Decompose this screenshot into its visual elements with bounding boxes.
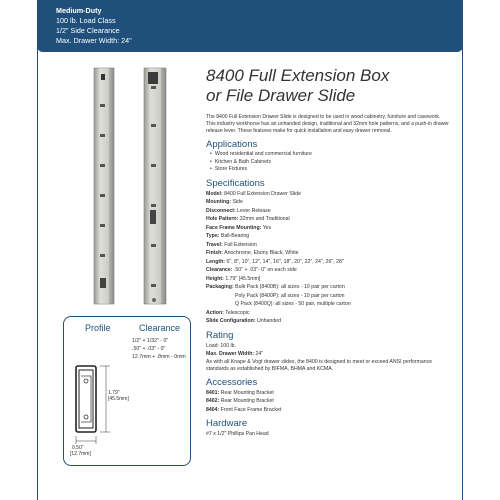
spec-row (206, 317, 456, 326)
header-clearance: 1/2" Side Clearance (56, 26, 120, 35)
accessory-item (206, 397, 456, 406)
spec-label: Model: (206, 190, 223, 197)
spec-value: Telescopic (225, 309, 250, 316)
width-dimension-mm: [12.7mm] (70, 451, 91, 457)
spec-label: Type: (206, 233, 220, 239)
specifications-heading: Specifications (206, 177, 265, 189)
spec-value: Q Pack (8400Q): all sizes - 50 pair, multiple carton (235, 301, 351, 307)
clearance-title: Clearance (139, 323, 181, 333)
accessory-text: Front Face Frame Bracket (220, 406, 282, 413)
spec-row (206, 292, 456, 301)
spec-row (206, 266, 456, 275)
height-dimension-mm: [45.5mm] (108, 396, 129, 402)
spec-row (206, 249, 456, 258)
product-title-line1: 8400 Full Extension Box (206, 66, 390, 85)
application-item: • Store Fixtures (206, 166, 456, 174)
spec-row (206, 300, 456, 309)
header-load-class: 100 lb. Load Class (56, 16, 116, 25)
spec-row (206, 207, 456, 216)
spec-value: Full Extension (224, 241, 257, 248)
spec-value: Anochrome, Ebony Black, White (224, 250, 299, 256)
application-item: • Wood residential and commercial furniture (206, 151, 456, 159)
spec-row (206, 258, 456, 267)
spec-value: Poly Pack (8400P): all sizes - 10 pair per carton (235, 292, 345, 299)
spec-row (206, 190, 456, 199)
product-details (206, 66, 456, 439)
header-specs (56, 6, 132, 46)
header-duty: Medium-Duty (56, 6, 102, 15)
profile-title: Profile (85, 323, 111, 333)
spec-label: Hole Pattern: (206, 216, 239, 222)
accessory-text: Rear Mounting Bracket (220, 389, 274, 396)
rating-max-value: 24" (255, 351, 264, 357)
rating-load: Load: 100 lb. (206, 342, 236, 349)
spec-value: .50" + .03"- 0" on each side (233, 267, 297, 273)
spec-label: Finish: (206, 250, 224, 256)
height-dimension: 1.79" (108, 390, 120, 396)
header-max-width: Max. Drawer Width: 24" (56, 36, 132, 45)
hardware-text: #7 x 1/2" Phillips Pan Head (206, 431, 269, 437)
accessory-text: Rear Mounting Bracket (220, 398, 274, 404)
rating-heading: Rating (206, 329, 234, 341)
clearance-fraction: 1/2" + 1/32" - 0" (132, 338, 169, 344)
spec-row (206, 275, 456, 284)
spec-label: Mounting: (206, 199, 232, 205)
spec-label: Action: (206, 309, 224, 316)
accessories-heading: Accessories (206, 376, 258, 388)
rating-note: As with all Knape & Vogt drawer slides, the 8400 is designed to meet or exceed ANSI performance standards as established by BIFMA, BHMA and KCMA. (206, 358, 433, 372)
accessory-code: 8402: (206, 398, 220, 404)
spec-row (206, 215, 456, 224)
spec-row (206, 309, 456, 318)
application-item: • Kitchen & Bath Cabinets (206, 159, 456, 167)
slide-profile-drawing (66, 336, 190, 464)
spec-label: Face Frame Mounting: (206, 224, 262, 231)
spec-row (206, 224, 456, 233)
hardware-heading: Hardware (206, 418, 248, 429)
spec-label: Length: (206, 258, 226, 265)
accessory-item (206, 406, 456, 415)
spec-label: Disconnect: (206, 207, 236, 214)
accessory-item (206, 389, 456, 398)
spec-label: Slide Configuration: (206, 318, 256, 324)
spec-label: Clearance: (206, 267, 233, 273)
product-title-line2: or File Drawer Slide (206, 86, 356, 105)
spec-value: Unhanded (257, 318, 281, 324)
width-dimension: 0.50" (72, 445, 84, 451)
spec-row (206, 232, 456, 241)
spec-row (206, 283, 456, 292)
spec-value: 32mm and Traditional (239, 216, 290, 222)
clearance-metric: 12.7mm + .8mm - 0mm (132, 354, 186, 360)
rating-max-width (206, 350, 456, 359)
spec-value: Side (232, 199, 243, 205)
product-intro: The 8400 Full Extension Drawer Slide is designed to be used in wood cabinetry, furniture and casework. This industry workhorse has an unhanded design, traditional and 32mm hole patterns, and a push-in drawer release lever. These features make for quick installation and easy drawer removal. (206, 114, 449, 134)
spec-row (206, 198, 456, 207)
spec-label: Packaging: (206, 284, 234, 290)
rating-max-label: Max. Drawer Width: (206, 351, 255, 357)
spec-value: Bulk Pack (8400B): all sizes - 10 pair per carton (235, 284, 345, 290)
spec-value: 1.79" [45.5mm] (225, 275, 261, 282)
spec-row (206, 241, 456, 250)
spec-value: Yes (262, 224, 272, 231)
accessory-code: 8401: (206, 389, 220, 396)
spec-value: 8400 Full Extension Drawer Slide (224, 190, 301, 197)
spec-label: Height: (206, 275, 224, 282)
clearance-decimal: .50" + .03" - 0" (132, 346, 166, 352)
spec-value: Ball-Bearing (220, 233, 250, 239)
spec-value: 6", 8", 10", 12", 14", 16", 18", 20", 22", 24", 26", 28" (226, 258, 344, 265)
spec-value: Lever Release (237, 207, 271, 214)
applications-heading: Applications (206, 139, 258, 150)
accessory-code: 8404: (206, 406, 220, 413)
spec-label: Travel: (206, 241, 223, 248)
drawer-slide-photo (80, 64, 190, 309)
